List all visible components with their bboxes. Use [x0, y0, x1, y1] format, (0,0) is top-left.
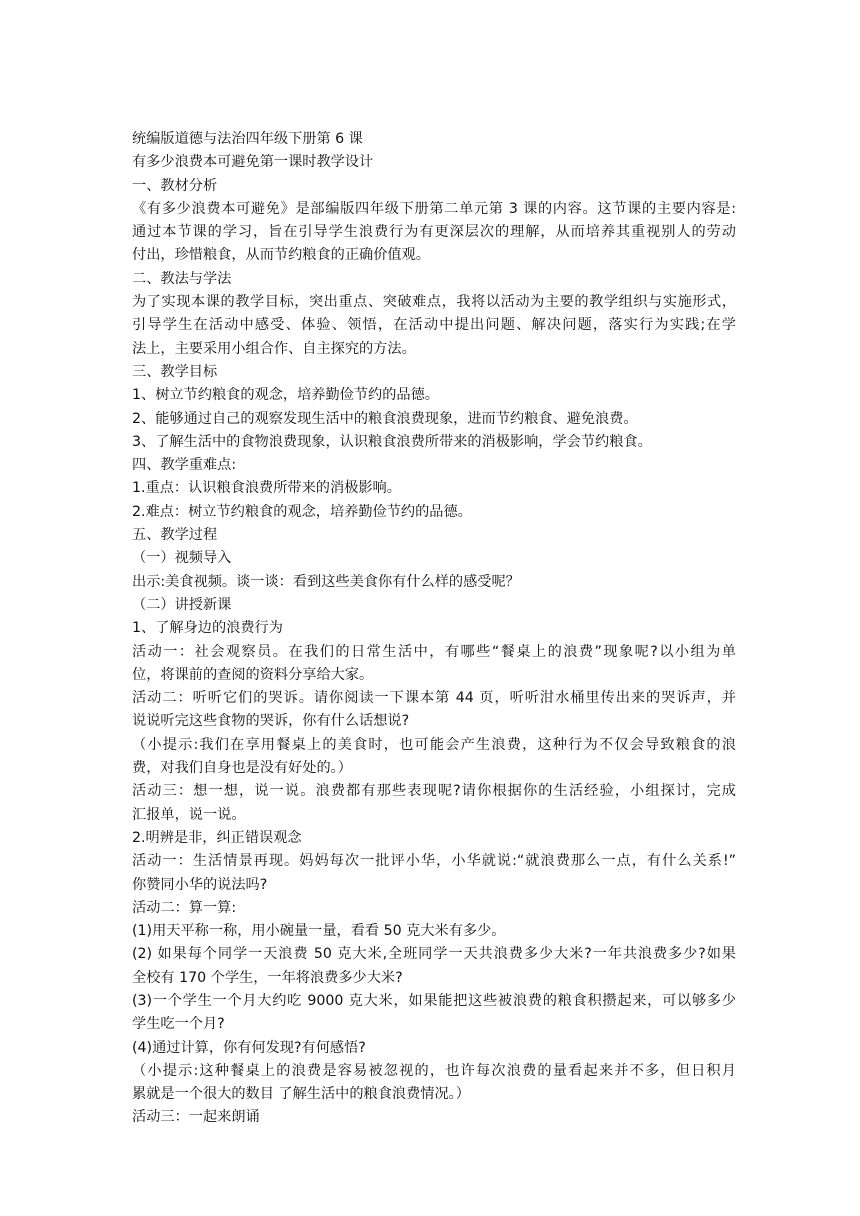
- text-line: （小提示:我们在享用餐桌上的美食时，也可能会产生浪费，这种行为不仅会导致粮食的浪: [132, 736, 736, 753]
- text-line: 费，对我们自身也是没有好处的。）: [132, 760, 352, 777]
- text-line: 三、教学目标: [132, 363, 218, 380]
- text-line: 活动三：想一想，说一说。浪费都有那些表现呢?请你根据你的生活经验，小组探讨，完成: [132, 783, 736, 800]
- document-body: [132, 128, 736, 1130]
- text-line: 有多少浪费本可避免第一课时教学设计: [132, 154, 374, 171]
- text-line: (3)一个学生一个月大约吃 9000 克大米，如果能把这些被浪费的粮食积攒起来，可以够多少: [132, 992, 736, 1009]
- text-line: 位，将课前的查阅的资料分享给大家。: [132, 666, 374, 683]
- text-line: （二）讲授新课: [132, 596, 232, 613]
- text-line: 2、能够通过自己的观察发现生活中的粮食浪费现象，进而节约粮食、避免浪费。: [132, 410, 638, 427]
- text-line: (4)通过计算，你有何发现?有何感悟?: [132, 1039, 366, 1056]
- text-line: 活动三：一起来朗诵: [132, 1109, 260, 1126]
- text-line: 活动一：社会观察员。在我们的日常生活中，有哪些“餐桌上的浪费”现象呢?以小组为单: [132, 643, 736, 660]
- text-line: 全校有 170 个学生，一年将浪费多少大米?: [132, 969, 403, 986]
- text-line: 2.明辨是非，纠正错误观念: [132, 829, 302, 846]
- text-line: 2.难点：树立节约粮食的观念，培养勤俭节约的品德。: [132, 503, 472, 520]
- text-line: 活动二：听听它们的哭诉。请你阅读一下课本第 44 页，听听泔水桶里传出来的哭诉声，并: [132, 690, 736, 707]
- text-line: 统编版道德与法治四年级下册第 6 课: [132, 131, 363, 147]
- text-line: 1、树立节约粮食的观念，培养勤俭节约的品德。: [132, 387, 439, 404]
- text-line: 五、教学过程: [132, 527, 218, 544]
- text-line: 付出，珍惜粮食，从而节约粮食的正确价值观。: [132, 247, 430, 264]
- text-line: 学生吃一个月?: [132, 1016, 225, 1033]
- text-line: 活动二：算一算:: [132, 899, 237, 916]
- text-line: 引导学生在活动中感受、体验、领悟，在活动中提出问题、解决问题，落实行为实践;在学: [132, 317, 736, 334]
- text-line: （一）视频导入: [132, 550, 232, 567]
- text-line: 1.重点：认识粮食浪费所带来的消极影响。: [132, 480, 401, 497]
- text-line: 3、了解生活中的食物浪费现象，认识粮食浪费所带来的消极影响，学会节约粮食。: [132, 433, 652, 450]
- text-line: (1)用天平称一称，用小碗量一量，看看 50 克大米有多少。: [132, 923, 506, 940]
- text-line: 说说听完这些食物的哭诉，你有什么话想说?: [132, 713, 410, 730]
- text-line: (2) 如果每个同学一天浪费 50 克大米,全班同学一天共浪费多少大米?一年共浪费多少?如果: [132, 946, 736, 963]
- text-line: 法上，主要采用小组合作、自主探究的方法。: [132, 340, 416, 357]
- text-line: 累就是一个很大的数目 了解生活中的粮食浪费情况。）: [132, 1086, 470, 1103]
- text-line: 《有多少浪费本可避免》是部编版四年级下册第二单元第 3 课的内容。这节课的主要内容是:: [132, 200, 736, 217]
- text-line: 为了实现本课的教学目标，突出重点、突破难点，我将以活动为主要的教学组织与实施形式，: [132, 294, 736, 311]
- text-line: 汇报单，说一说。: [132, 806, 246, 823]
- text-line: 你赞同小华的说法吗?: [132, 876, 268, 893]
- text-line: 活动一：生活情景再现。妈妈每次一批评小华，小华就说:“就浪费那么一点，有什么关系!”: [132, 853, 736, 870]
- text-line: 1、了解身边的浪费行为: [132, 620, 283, 637]
- text-line: 一、教材分析: [132, 177, 218, 194]
- text-line: （小提示:这种餐桌上的浪费是容易被忽视的，也许每次浪费的量看起来并不多，但日积月: [132, 1062, 736, 1079]
- text-line: 出示:美食视频。谈一谈：看到这些美食你有什么样的感受呢？: [132, 573, 520, 590]
- text-line: 通过本节课的学习，旨在引导学生浪费行为有更深层次的理解，从而培养其重视别人的劳动: [132, 224, 736, 241]
- text-line: 二、教法与学法: [132, 270, 232, 287]
- text-line: 四、教学重难点:: [132, 457, 237, 474]
